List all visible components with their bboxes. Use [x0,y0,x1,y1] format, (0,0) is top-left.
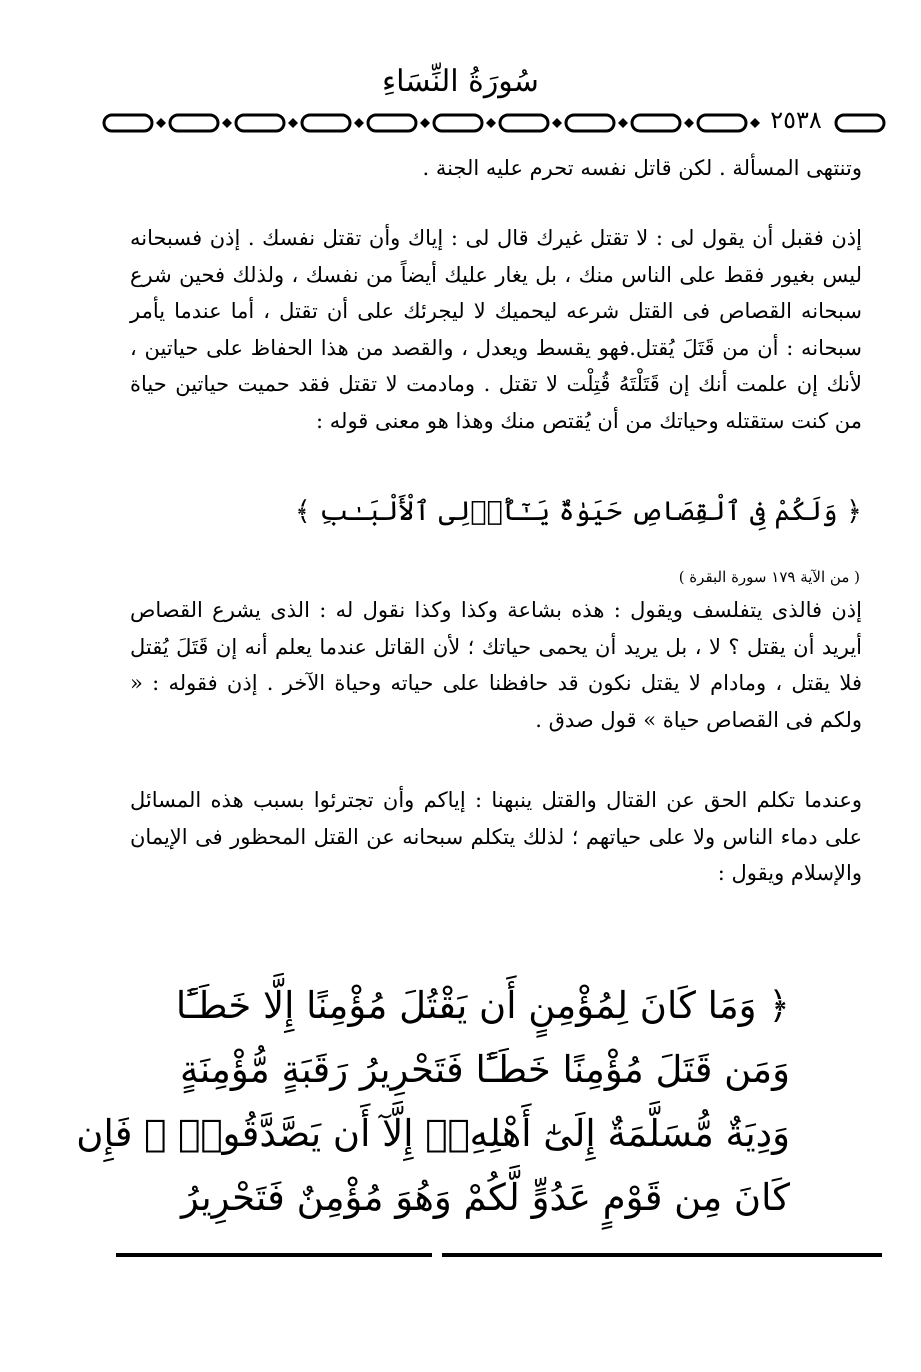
verse-line-1: ﴿ وَمَا كَانَ لِمُؤْمِنٍ أَن يَقْتُلَ مُؤْمِنًا إِلَّا خَطَـًٔا [175,984,790,1027]
page-number: ٢٥٣٨ [762,104,830,136]
verse-line-4: كَانَ مِن قَوْمٍ عَدُوٍّ لَّكُمْ وَهُوَ مُؤْمِنٌ فَتَحْرِيرُ [180,1176,790,1219]
paragraph-3: إذن فالذى يتفلسف ويقول : هذه بشاعة وكذا وكذا نقول له : الذى يشرع القصاص أيريد أن يقتل ؟ لا ، بل يريد أن يحمى حياتك ؛ لأن القاتل عندما يعلم أنه إن قَتَلَ يُقتل فلا يقتل ، ومادام لا يقتل نكون قد حافظنا على حياته وحياة الآخر . إذن فقوله : « ولكم فى القصاص حياة » قول صدق . [130,598,862,732]
paragraph-1: وتنتهى المسألة . لكن قاتل نفسه تحرم عليه الجنة . [422,156,862,180]
quran-verse-nisa [76,974,790,1230]
verse-line-2: وَمَن قَتَلَ مُؤْمِنًا خَطَـًٔا فَتَحْرِيرُ رَقَبَةٍ مُّؤْمِنَةٍ [180,1048,790,1091]
paragraph-2: إذن فقبل أن يقول لى : لا تقتل غيرك قال لى : إياك وأن تقتل نفسك . إذن فسبحانه ليس بغيور فقط على الناس منك ، بل يغار عليك أيضاً من نفسك ، ولذلك فحين شرع سبحانه القصاص فى القتل شرعه ليحميك لا ليجرئك على أن تقتل ، أما عندما يأمر سبحانه : أن من قَتَلَ يُقتل.فهو يقسط ويعدل ، والقصد من هذا الحفاظ على حياتين ، لأنك إن علمت أنك إن قَتَلْتَهُ قُتِلْت لا تقتل . ومادمت لا تقتل فقد حميت حياتين حياة من كنت ستقتله وحياتك من أن يُقتص منك وهذا هو معنى قوله : [130,226,862,433]
quran-verse-baqarah: ﴿ وَلَكُمْ فِى ٱلْقِصَاصِ حَيَوٰةٌ يَـٰٓأُو۟لِى ٱلْأَلْبَـٰبِ ﴾ [294,496,862,527]
footer-rule-right [442,1253,882,1257]
footer-rule-left [116,1253,432,1257]
verse-reference: ( من الآية ١٧٩ سورة البقرة ) [678,568,860,586]
paragraph-4: وعندما تكلم الحق عن القتال والقتل ينبهنا : إياكم وأن تجترئوا بسبب هذه المسائل على دماء الناس ولا على حياتهم ؛ لذلك يتكلم سبحانه عن القتل المحظور فى الإيمان والإسلام ويقول : [130,788,862,886]
verse-line-3: وَدِيَةٌ مُّسَلَّمَةٌ إِلَىٰٓ أَهْلِهِۦٓ إِلَّآ أَن يَصَّدَّقُوا۟ ۚ فَإِن [76,1112,790,1155]
surah-title: سُورَةُ النِّسَاءِ [382,64,539,99]
